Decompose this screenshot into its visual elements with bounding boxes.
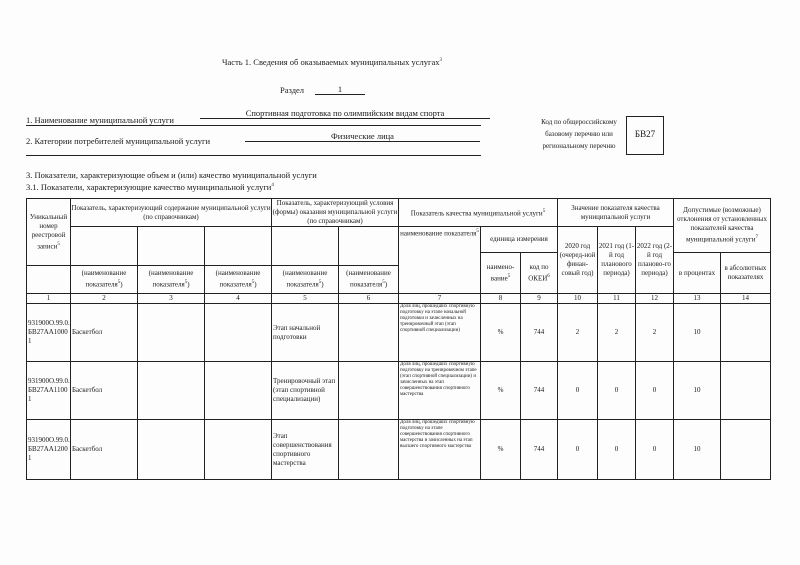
header-note: 6 (547, 273, 550, 279)
header-sub-label-text: (наименование показателя (215, 269, 261, 289)
header-note: 5 (318, 280, 322, 286)
indicator-name: Доля лиц, прошедших спортивную подготовку на тренировочном этапе (этап спортивной специализации) и зачисленных на этап совершенствования спортивного мастерства (399, 362, 481, 420)
col-number: 5 (272, 294, 339, 304)
col-number: 13 (674, 294, 721, 304)
section-label: Раздел (280, 85, 305, 95)
consumers-value: Физические лица (245, 131, 480, 142)
value-2022: 0 (636, 362, 674, 420)
header-unique-number-text: Уникальный номер реестровой записи (29, 212, 68, 251)
header-note: 5 (476, 229, 479, 234)
header-unit-name (481, 253, 521, 294)
header-deviation-text: Допустимые (возможные) отклонения от установленных показателей качества муниципальной услуги (676, 206, 767, 244)
value-2020: 0 (558, 362, 598, 420)
stage-name: Этап совершенствования спортивного мастерства (272, 420, 339, 480)
okei-code: 744 (521, 304, 558, 362)
header-y2022: 2022 год (2-й год планово-го периода) (636, 227, 674, 294)
registry-code: 931900О.99.0.БВ27АА12001 (27, 420, 71, 480)
indicator-name: Доля лиц, прошедших спортивную подготовку на этапе совершенствования спортивного мастерства и зачисленных на этап высшего спортивного мастерства (399, 420, 481, 480)
unit-name: % (481, 362, 521, 420)
header-sub-content-2 (138, 227, 205, 266)
divider (26, 125, 481, 126)
col-number: 12 (636, 294, 674, 304)
value-2021: 0 (598, 420, 636, 480)
header-unit-name-text: наимено-вание (486, 262, 515, 283)
header-note: 5 (251, 280, 255, 286)
unit-name: % (481, 420, 521, 480)
code-label: Код по общероссийскому базовому перечню или региональному перечню (541, 118, 617, 150)
stage-name: Тренировочный этап (этап спортивной специализации) (272, 362, 339, 420)
sport-name: Баскетбол (71, 362, 138, 420)
service-name-label: 1. Наименование муниципальной услуги (26, 115, 174, 125)
divider (26, 155, 481, 156)
header-deviation (674, 199, 771, 253)
value-2020: 0 (558, 420, 598, 480)
sport-name: Баскетбол (71, 304, 138, 362)
service-name-value: Спортивная подготовка по олимпийским видам спорта (200, 108, 490, 119)
header-note: 5 (117, 280, 121, 286)
header-note: 5 (382, 280, 385, 286)
header-quality-text: Показатель качества муниципальной услуги (410, 209, 543, 218)
okei-code: 744 (521, 420, 558, 480)
header-value: Значение показателя качества муниципальной услуги (558, 199, 674, 227)
value-2022: 0 (636, 420, 674, 480)
unit-name: % (481, 304, 521, 362)
header-conditions: Показатель, характеризующий условия (формы) оказания муниципальной услуги (по справочникам) (272, 199, 398, 225)
heading-3: 3. Показатели, характеризующие объем и (или) качество муниципальной услуги (26, 170, 317, 180)
header-sub-label: (наименование показателя$^5$) (272, 266, 339, 294)
col-number: 10 (558, 294, 598, 304)
col-number: 11 (598, 294, 636, 304)
stage-name: Этап начальной подготовки (272, 304, 339, 362)
deviation-absolute (721, 362, 771, 420)
empty-cell (339, 362, 399, 420)
col-number: 7 (399, 294, 481, 304)
deviation-percent: 10 (674, 362, 721, 420)
section-number: 1 (315, 84, 365, 95)
header-sub-conditions-2 (339, 227, 399, 266)
part-title (222, 57, 442, 67)
header-note: 7 (755, 235, 758, 241)
indicator-name: Доля лиц, прошедших спортивную подготовку на этапе начальной подготовки и зачисленных на тренировочный этап (этап спортивной специализации) (399, 304, 481, 362)
header-unit: единица измерения (481, 227, 558, 253)
heading-3-1 (26, 182, 274, 192)
code-box (626, 116, 664, 155)
quality-table (26, 198, 771, 480)
value-2022: 2 (636, 304, 674, 362)
header-indicator-name-text: наименование показателя (400, 229, 477, 238)
header-sub-content-1 (71, 227, 138, 266)
empty-cell (205, 304, 272, 362)
header-y2020: 2020 год (очеред-ной финан-совый год) (558, 227, 598, 294)
deviation-absolute (721, 420, 771, 480)
empty-cell (138, 304, 205, 362)
header-note: 5 (184, 280, 188, 286)
empty-cell (205, 362, 272, 420)
header-sub-label: (наименование показателя$^5$) (71, 266, 138, 294)
heading-3-1-note: 4 (271, 183, 274, 189)
empty-cell (205, 420, 272, 480)
header-unit-code-text: код по ОКЕИ (528, 262, 549, 283)
header-content: Показатель, характеризующий содержание муниципальной услуги (по справочникам) (71, 199, 272, 227)
part-title-text: Часть 1. Сведения об оказываемых муниципальных услугах (222, 57, 440, 67)
code-value: БВ27 (634, 129, 656, 139)
deviation-absolute (721, 304, 771, 362)
header-sub-label-text: (наименование показателя (81, 269, 127, 289)
empty-cell (339, 304, 399, 362)
header-y2021: 2021 год (1-й год планового периода) (598, 227, 636, 294)
table-row (27, 362, 771, 420)
header-sub-label: (наименование показателя$^5$) (339, 266, 399, 294)
registry-code: 931900О.99.0.БВ27АА10001 (27, 304, 71, 362)
header-sub-label: (наименование показателя$^5$) (138, 266, 205, 294)
header-quality (399, 199, 558, 227)
header-unique-spacer (27, 266, 71, 294)
col-number: 9 (521, 294, 558, 304)
value-2021: 2 (598, 304, 636, 362)
header-note: 5 (57, 241, 60, 247)
header-note: 5 (542, 208, 546, 214)
header-sub-label-text: (наименование показателя (282, 269, 328, 289)
sport-name: Баскетбол (71, 420, 138, 480)
header-sub-content-3 (205, 227, 272, 266)
header-indicator-name (399, 227, 481, 294)
header-percent: в процентах (674, 253, 721, 294)
registry-code: 931900О.99.0.БВ27АА11001 (27, 362, 71, 420)
col-number: 8 (481, 294, 521, 304)
header-unique-number (27, 199, 71, 266)
header-sub-label-text: (наименование показателя (346, 269, 391, 289)
deviation-percent: 10 (674, 304, 721, 362)
empty-cell (339, 420, 399, 480)
part-title-note: 3 (439, 58, 443, 64)
header-unit-code (521, 253, 558, 294)
value-2021: 0 (598, 362, 636, 420)
heading-3-1-text: 3.1. Показатели, характеризующие качество муниципальной услуги (26, 182, 272, 192)
header-absolute: в абсолютных показателях (721, 253, 771, 294)
empty-cell (138, 362, 205, 420)
header-sub-label-text: (наименование показателя (148, 269, 194, 289)
value-2020: 2 (558, 304, 598, 362)
col-number: 3 (138, 294, 205, 304)
header-sub-conditions-1 (272, 227, 339, 266)
col-number: 14 (721, 294, 771, 304)
col-number: 6 (339, 294, 399, 304)
header-sub-label: (наименование показателя$^5$) (205, 266, 272, 294)
okei-code: 744 (521, 362, 558, 420)
col-number: 1 (27, 294, 71, 304)
col-number: 2 (71, 294, 138, 304)
header-note: 5 (507, 273, 511, 279)
consumers-label: 2. Категории потребителей муниципальной услуги (26, 136, 211, 146)
deviation-percent: 10 (674, 420, 721, 480)
empty-cell (138, 420, 205, 480)
table-row (27, 420, 771, 480)
col-number: 4 (205, 294, 272, 304)
table-row (27, 304, 771, 362)
